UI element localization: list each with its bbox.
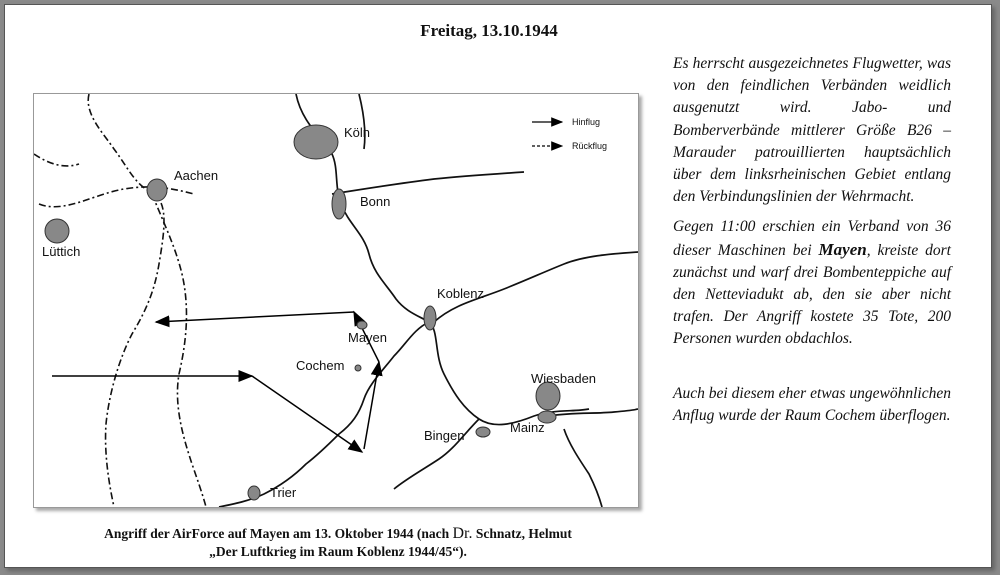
luettich-label: Lüttich bbox=[42, 244, 81, 259]
bingen-label: Bingen bbox=[424, 428, 465, 443]
paragraph-attack bbox=[673, 216, 951, 350]
route-arrow-north bbox=[364, 362, 379, 449]
document-page bbox=[4, 4, 992, 568]
paragraph-cochem: Auch bei diesem eher etwas ungewöhnlichen Anflug wurde der Raum Cochem überflogen. bbox=[673, 384, 951, 424]
paragraph-weather: Es herrscht ausgezeichnetes Flugwetter, was von den feindlichen Verbänden weidlich ausgenutzt wird. Jabo- und Bomberverbände mittlerer Größe B26 – Marauder patrouillierten hauptsächlich über dem linksrheinischen Gebiet entlang den Verbindungslinien der Wehrmacht. bbox=[673, 55, 951, 206]
cochem-marker bbox=[355, 365, 361, 371]
mayen-marker bbox=[357, 321, 367, 329]
koeln-marker bbox=[294, 125, 338, 159]
bonn-label: Bonn bbox=[360, 194, 391, 209]
koeln-label: Köln bbox=[344, 125, 371, 140]
map-figure bbox=[33, 93, 639, 508]
flight-routes bbox=[52, 312, 379, 452]
trier-marker bbox=[248, 486, 260, 500]
map-caption bbox=[33, 525, 643, 561]
cochem-label: Cochem bbox=[296, 358, 345, 373]
wiesbaden-label: Wiesbaden bbox=[531, 371, 597, 386]
body-text bbox=[673, 53, 951, 435]
caption-part1: Angriff der AirForce auf Mayen am 13. Oktober 1944 (nach bbox=[104, 526, 453, 541]
aachen-label: Aachen bbox=[174, 168, 219, 183]
koblenz-marker bbox=[424, 306, 436, 330]
mainz-label: Mainz bbox=[510, 420, 545, 435]
map-legend bbox=[532, 117, 607, 151]
city-labels bbox=[42, 125, 596, 500]
luettich-marker bbox=[45, 219, 69, 243]
city-markers bbox=[45, 125, 560, 500]
caption-dr: Dr. bbox=[452, 525, 473, 542]
outbound-arrow-diagonal bbox=[252, 376, 362, 452]
legend-outbound-label: Hinflug bbox=[572, 117, 601, 127]
koblenz-label: Koblenz bbox=[437, 286, 484, 301]
page-title: Freitag, 13.10.1944 bbox=[420, 21, 558, 40]
mayen-label: Mayen bbox=[348, 330, 388, 345]
legend-return-label: Rückflug bbox=[572, 141, 608, 151]
attack-text-after: , kreiste dort zunächst und warf drei Bombenteppiche auf den Netteviadukt ab, den sie aber nicht trafen. Der Angriff kostete 35 Tote, 200 Personen wurden obdachlos. bbox=[673, 241, 951, 348]
caption-part2: Schnatz, Helmut bbox=[472, 526, 572, 541]
trier-label: Trier bbox=[270, 485, 297, 500]
attack-text-mayen: Mayen bbox=[818, 239, 867, 259]
wiesbaden-marker bbox=[536, 382, 560, 410]
map-drawing bbox=[34, 94, 638, 507]
aachen-marker bbox=[147, 179, 167, 201]
caption-line2: „Der Luftkrieg im Raum Koblenz 1944/45“). bbox=[209, 544, 467, 559]
bonn-marker bbox=[332, 189, 346, 219]
rivers bbox=[219, 94, 638, 507]
attack-text-before: Gegen 11:00 erschien ein Verband von 36 dieser Maschinen bei bbox=[673, 218, 951, 259]
bingen-marker bbox=[476, 427, 490, 437]
border-lines bbox=[34, 94, 206, 507]
